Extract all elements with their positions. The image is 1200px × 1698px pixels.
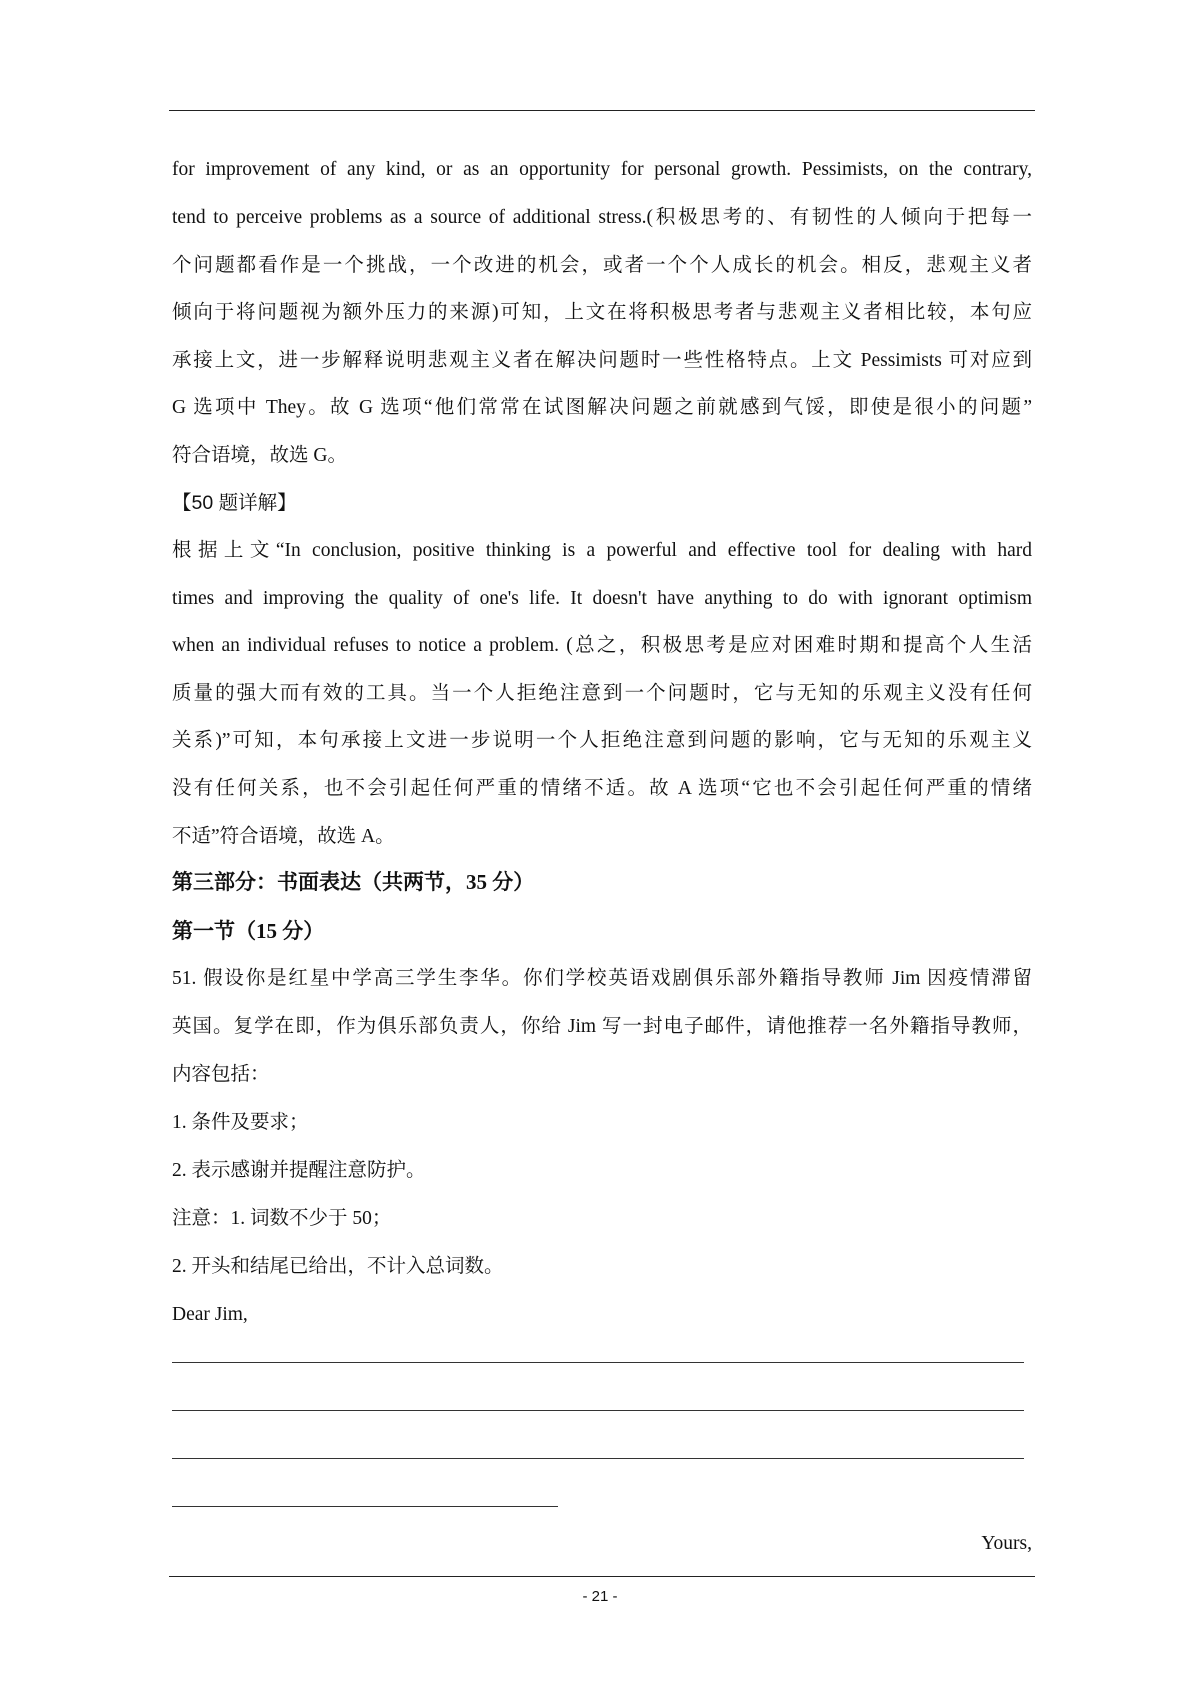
paragraph-line: 个问题都看作是一个挑战，一个改进的机会，或者一个个人成长的机会。相反，悲观主义者 xyxy=(172,255,1032,276)
question-51-line: 内容包括： xyxy=(172,1064,270,1085)
paragraph-line: G 选项中 They。故 G 选项“他们常常在试图解决问题之前就感到气馁，即使是很小的问题” xyxy=(172,397,1032,418)
paragraph-line: tend to perceive problems as a source of additional stress.(积极思考的、有韧性的人倾向于把每一 xyxy=(172,207,1032,228)
paragraph-line: when an individual refuses to notice a problem. (总之，积极思考是应对困难时期和提高个人生活 xyxy=(172,635,1032,656)
question-51-line: 英国。复学在即，作为俱乐部负责人，你给 Jim 写一封电子邮件，请他推荐一名外籍指导教师， xyxy=(172,1016,1032,1037)
paragraph-line: times and improving the quality of one's life. It doesn't have anything to do with ignorant optimism xyxy=(172,588,1032,609)
note-item: 2. 开头和结尾已给出，不计入总词数。 xyxy=(172,1256,504,1277)
note-item: 注意：1. 词数不少于 50； xyxy=(172,1208,392,1229)
paragraph-line: 质量的强大而有效的工具。当一个人拒绝注意到一个问题时，它与无知的乐观主义没有任何 xyxy=(172,683,1032,704)
paragraph-line: 倾向于将问题视为额外压力的来源)可知，上文在将积极思考者与悲观主义者相比较，本句应 xyxy=(172,302,1032,323)
paragraph-line: 没有任何关系，也不会引起任何严重的情绪不适。故 A 选项“它也不会引起任何严重的情绪 xyxy=(172,778,1032,799)
paragraph-line: 根据上文“In conclusion, positive thinking is a powerful and effective tool for dealing with hard xyxy=(172,540,1032,561)
footer-rule xyxy=(169,1576,1035,1577)
paragraph-line: 承接上文，进一步解释说明悲观主义者在解决问题时一些性格特点。上文 Pessimists 可对应到 xyxy=(172,350,1032,371)
q50-heading: 【50 题详解】 xyxy=(172,492,297,514)
paragraph-line: 关系)”可知，本句承接上文进一步说明一个人拒绝注意到问题的影响，它与无知的乐观主义 xyxy=(172,730,1032,751)
header-rule xyxy=(169,110,1035,111)
closing: Yours, xyxy=(981,1533,1032,1554)
answer-blank-line xyxy=(172,1458,1024,1459)
requirement-item: 1. 条件及要求； xyxy=(172,1112,309,1133)
answer-blank-line xyxy=(172,1410,1024,1411)
section-heading: 第三部分：书面表达（共两节，35 分） xyxy=(172,870,535,894)
paragraph-line: for improvement of any kind, or as an opportunity for personal growth. Pessimists, on the contrary, xyxy=(172,159,1032,180)
requirement-item: 2. 表示感谢并提醒注意防护。 xyxy=(172,1160,426,1181)
answer-blank-line xyxy=(172,1362,1024,1363)
question-51-line: 51. 假设你是红星中学高三学生李华。你们学校英语戏剧俱乐部外籍指导教师 Jim 因疫情滞留 xyxy=(172,968,1032,989)
answer-blank-line xyxy=(172,1506,558,1507)
subsection-heading: 第一节（15 分） xyxy=(172,919,325,943)
salutation: Dear Jim, xyxy=(172,1304,248,1325)
page-number: - 21 - xyxy=(582,1588,618,1605)
paragraph-line: 符合语境，故选 G。 xyxy=(172,445,347,466)
paragraph-line: 不适”符合语境，故选 A。 xyxy=(172,826,395,847)
